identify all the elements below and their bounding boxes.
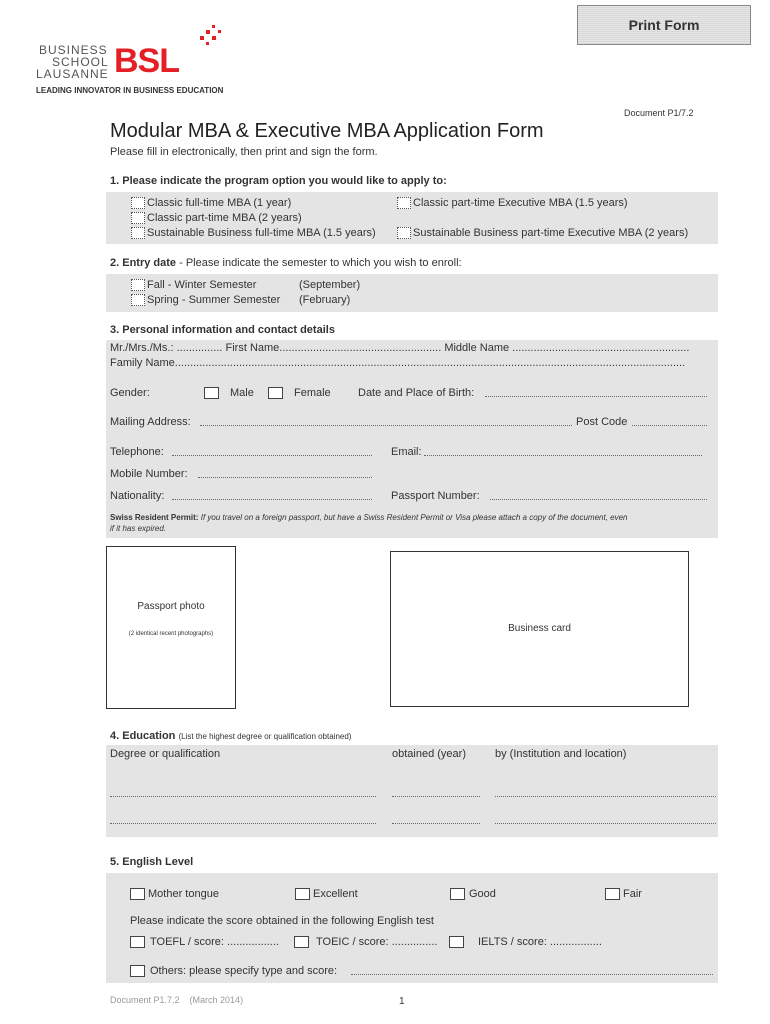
degree-field-2[interactable] bbox=[110, 823, 376, 824]
checkbox-toeic[interactable] bbox=[294, 936, 309, 948]
swiss-permit-note bbox=[110, 513, 627, 522]
checkbox-excellent[interactable] bbox=[295, 888, 310, 900]
option-classic-full-time-mba: Classic full-time MBA (1 year) bbox=[147, 197, 292, 209]
section-2-heading-rest: - Please indicate the semester to which you wish to enroll: bbox=[179, 257, 462, 269]
swiss-permit-text: If you travel on a foreign passport, but have a Swiss Resident Permit or Visa please attach a copy of the document, even bbox=[200, 513, 628, 522]
passport-number-label: Passport Number: bbox=[391, 490, 480, 502]
section-2-heading-bold: 2. Entry date bbox=[110, 257, 177, 269]
gender-label: Gender: bbox=[110, 387, 150, 399]
toefl-score[interactable]: TOEFL / score: ................. bbox=[150, 936, 279, 948]
col-degree-header: Degree or qualification bbox=[110, 748, 221, 760]
degree-field-1[interactable] bbox=[110, 796, 376, 797]
option-classic-part-time-emba: Classic part-time Executive MBA (1.5 years) bbox=[413, 197, 628, 209]
level-fair: Fair bbox=[623, 888, 642, 900]
checkbox-others[interactable] bbox=[130, 965, 145, 977]
section-4-heading-bold: 4. Education bbox=[110, 730, 176, 742]
post-code-label: Post Code bbox=[576, 416, 628, 428]
level-excellent: Excellent bbox=[313, 888, 358, 900]
checkbox-ielts[interactable] bbox=[449, 936, 464, 948]
email-field[interactable] bbox=[424, 455, 702, 456]
level-mother-tongue: Mother tongue bbox=[148, 888, 219, 900]
year-field-2[interactable] bbox=[392, 823, 480, 824]
logo-line-2: SCHOOL bbox=[52, 55, 109, 69]
mobile-label: Mobile Number: bbox=[110, 468, 188, 480]
checkbox-classic-part-time-mba[interactable] bbox=[131, 212, 145, 224]
page-number: 1 bbox=[399, 996, 405, 1007]
mailing-address-label: Mailing Address: bbox=[110, 416, 191, 428]
name-field-line[interactable]: Mr./Mrs./Ms.: ............... First Name..................................................... Middle Name .......................................................... bbox=[110, 342, 690, 354]
page-title: Modular MBA & Executive MBA Application Form bbox=[110, 120, 544, 142]
business-card-box[interactable] bbox=[390, 551, 689, 707]
print-form-label: Print Form bbox=[628, 17, 700, 33]
checkbox-female[interactable] bbox=[268, 387, 283, 399]
nationality-field[interactable] bbox=[172, 499, 372, 500]
print-form-button[interactable] bbox=[577, 5, 751, 45]
swiss-permit-bold: Swiss Resident Permit: bbox=[110, 513, 199, 522]
family-name-field-line[interactable]: Family Name....................................................................................................................................................................... bbox=[110, 357, 686, 369]
toeic-score[interactable]: TOEIC / score: ............... bbox=[316, 936, 438, 948]
institution-field-1[interactable] bbox=[495, 796, 716, 797]
nationality-label: Nationality: bbox=[110, 490, 165, 502]
checkbox-sustainable-part-time-emba[interactable] bbox=[397, 227, 411, 239]
checkbox-mother-tongue[interactable] bbox=[130, 888, 145, 900]
section-4-heading bbox=[110, 730, 351, 742]
option-sustainable-full-time-mba: Sustainable Business full-time MBA (1.5 years) bbox=[147, 227, 376, 239]
business-card-title: Business card bbox=[508, 623, 571, 634]
section-2-heading bbox=[110, 257, 462, 269]
option-spring-summer-month: (February) bbox=[299, 294, 351, 306]
col-institution-header: by (Institution and location) bbox=[495, 748, 627, 760]
personal-info-panel bbox=[106, 340, 718, 538]
checkbox-sustainable-full-time-mba[interactable] bbox=[131, 227, 145, 239]
logo-line-1: BUSINESS bbox=[39, 43, 108, 57]
checkbox-fair[interactable] bbox=[605, 888, 620, 900]
checkbox-classic-full-time-mba[interactable] bbox=[131, 197, 145, 209]
section-1-heading: 1. Please indicate the program option you would like to apply to: bbox=[110, 175, 447, 187]
option-sustainable-part-time-emba: Sustainable Business part-time Executive MBA (2 years) bbox=[413, 227, 689, 239]
female-label: Female bbox=[294, 387, 331, 399]
passport-photo-note: (2 identical recent photographs) bbox=[128, 631, 214, 637]
section-4-heading-note: (List the highest degree or qualification obtained) bbox=[178, 732, 352, 741]
swiss-permit-note-2: if it has expired. bbox=[110, 524, 167, 533]
score-prompt: Please indicate the score obtained in the following English test bbox=[130, 915, 434, 927]
ielts-score[interactable]: IELTS / score: ................. bbox=[478, 936, 602, 948]
mailing-address-field[interactable] bbox=[200, 425, 572, 426]
mobile-field[interactable] bbox=[198, 477, 372, 478]
passport-photo-title: Passport photo bbox=[137, 601, 205, 612]
checkbox-toefl[interactable] bbox=[130, 936, 145, 948]
checkbox-good[interactable] bbox=[450, 888, 465, 900]
tagline: LEADING INNOVATOR IN BUSINESS EDUCATION bbox=[36, 86, 224, 95]
dob-label: Date and Place of Birth: bbox=[358, 387, 475, 399]
section-5-heading: 5. English Level bbox=[110, 856, 194, 868]
checkbox-male[interactable] bbox=[204, 387, 219, 399]
passport-photo-box[interactable] bbox=[106, 546, 236, 709]
email-label: Email: bbox=[391, 446, 422, 458]
others-label: Others: please specify type and score: bbox=[150, 965, 338, 977]
telephone-field[interactable] bbox=[172, 455, 372, 456]
level-good: Good bbox=[469, 888, 496, 900]
male-label: Male bbox=[230, 387, 254, 399]
option-spring-summer: Spring - Summer Semester bbox=[147, 294, 281, 306]
telephone-label: Telephone: bbox=[110, 446, 164, 458]
passport-number-field[interactable] bbox=[490, 499, 707, 500]
institution-field-2[interactable] bbox=[495, 823, 716, 824]
year-field-1[interactable] bbox=[392, 796, 480, 797]
logo-line-3: LAUSANNE bbox=[36, 67, 109, 81]
checkbox-fall-winter[interactable] bbox=[131, 279, 145, 291]
dob-field[interactable] bbox=[485, 396, 707, 397]
document-reference: Document P1/7.2 bbox=[624, 108, 694, 118]
others-field[interactable] bbox=[351, 974, 713, 975]
footer-document: Document P1.7.2 (March 2014) bbox=[110, 995, 244, 1005]
option-classic-part-time-mba: Classic part-time MBA (2 years) bbox=[147, 212, 302, 224]
option-fall-winter: Fall - Winter Semester bbox=[147, 279, 257, 291]
logo-mark: BSL bbox=[114, 42, 179, 80]
section-3-heading: 3. Personal information and contact details bbox=[110, 324, 335, 336]
post-code-field[interactable] bbox=[632, 425, 707, 426]
option-fall-winter-month: (September) bbox=[299, 279, 361, 291]
checkbox-spring-summer[interactable] bbox=[131, 294, 145, 306]
page-subtitle: Please fill in electronically, then print and sign the form. bbox=[110, 146, 378, 158]
checkbox-classic-part-time-emba[interactable] bbox=[397, 197, 411, 209]
col-year-header: obtained (year) bbox=[392, 748, 466, 760]
